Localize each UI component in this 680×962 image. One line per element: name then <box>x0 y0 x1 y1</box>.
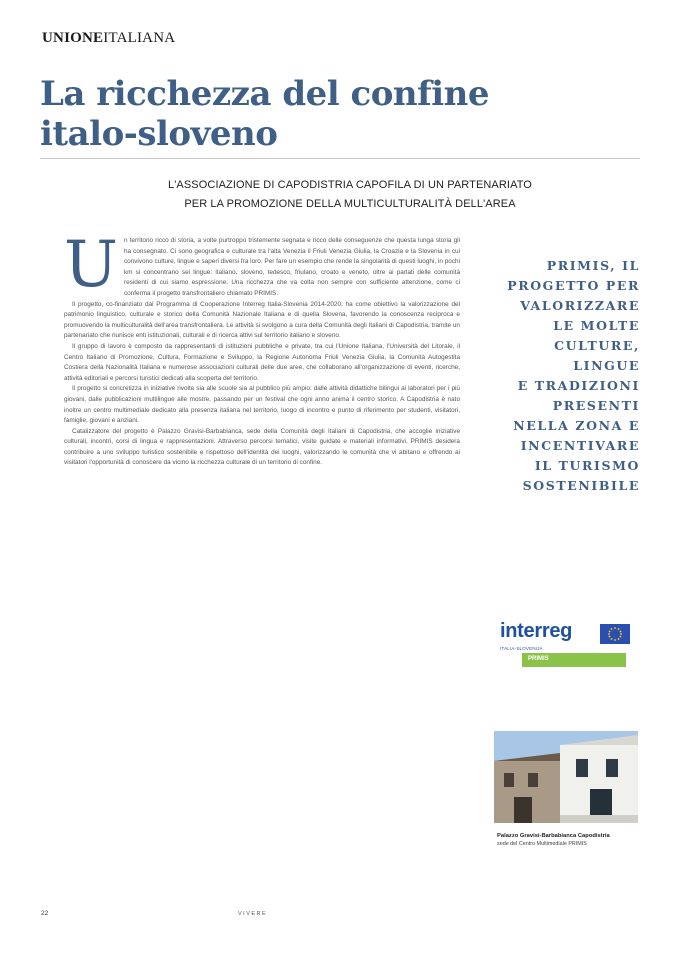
drop-cap: U <box>64 228 118 302</box>
pull-quote-line: NELLA ZONA E <box>513 418 640 433</box>
pull-quote <box>488 256 640 496</box>
section-label-regular: ITALIANA <box>103 30 176 46</box>
project-badge <box>522 653 626 667</box>
pull-quote-line: INCENTIVARE <box>520 438 640 453</box>
pull-quote-line: SOSTENIBILE <box>522 478 640 493</box>
caption-title: Palazzo Gravisi-Barbabianca Capodistria <box>497 833 610 839</box>
title-divider <box>40 158 640 159</box>
photo-caption <box>497 832 637 848</box>
subtitle-line-2: PER LA PROMOZIONE DELLA MULTICULTURALITÀ DELL'AREA <box>184 198 516 210</box>
article-subtitle <box>150 176 550 214</box>
palazzo-photo-image <box>494 731 638 823</box>
logo-subtitle: ITALIA-SLOVENIJA <box>500 646 543 651</box>
paragraph-text: n territorio ricco di storia, a volte purtroppo tristemente segnata e ricco delle conseguenze che questa lunga storia gli ha consegnato. Ci sono geografica e culturale tra l'alta Venezia il Friuli Venezia Giulia, la Croazia e la Slovenia in cui convivono culture, lingue e saperi diversi fra loro. Per fare un esempio che rende la singolarità di questi luoghi, in pochi km si concentrano sei lingue: italiano, sloveno, tedesco, friulano, croato e veneto, oltre ai parlati delle comunità residenti di cui siamo espressione. Una ricchezza che va colta non sempre con sufficiente attenzione, come ci conferma il progetto transfrontaliero chiamato PRIMIS. <box>123 237 460 297</box>
pull-quote-line: CULTURE, LINGUE <box>554 338 640 373</box>
subtitle-line-1: L'ASSOCIAZIONE DI CAPODISTRIA CAPOFILA DI UN PARTENARIATO <box>168 179 532 191</box>
project-badge-label: PRIMIS <box>528 656 549 662</box>
paragraph: Il gruppo di lavoro è composto da rappresentanti di istituzioni pubbliche e private, tra cui l'Unione Italiana, l'Università del Litorale, il Centro Italiano di Promozione, Cultura, Formazione e Sviluppo, la Regione Autonoma Friuli Venezia Giulia, la Comunità Autogestita Costiera della Nazionalità Italiana e numerose associazioni culturali delle due aree, che collaborano all'organizzazione di eventi, ricerche, attività editoriali e percorsi turistici dedicati alla scoperta del territorio. <box>64 342 460 382</box>
title-line-2: italo-sloveno <box>40 114 278 154</box>
title-line-1: La ricchezza del confine <box>40 74 489 114</box>
pull-quote-line: E TRADIZIONI <box>517 378 640 393</box>
logo-name: interreg <box>500 620 573 642</box>
pull-quote-line: PRIMIS, IL <box>546 258 640 273</box>
paragraph: Il progetto si concretizza in iniziative rivolte sia alle scuole sia al pubblico più ampio: dalle attività didattiche bilingui ai laboratori per i più giovani, dalle pubblicazioni multilingue alle mostre, passando per un festival che ogni anno anima il centro storico. A Capodistria è nato inoltre un centro multimediale dedicato alla presenza italiana nel territorio, luogo di incontro e punto di riferimento per studenti, visitatori, famiglie, giovani e anziani. <box>64 385 460 425</box>
pull-quote-line: IL TURISMO <box>534 458 640 473</box>
building-photo <box>494 731 638 823</box>
paragraph: Il progetto, co-finanziato dal Programma di Cooperazione Interreg Italia-Slovenia 2014-2020, ha come obiettivo la valorizzazione del patrimonio linguistico, culturale e storico della Comunità Nazionale Italiana e di quella Slovena, favorendo la conoscenza reciproca e promuovendo la multiculturalità dell'area transfrontaliera. Le attività si svolgono a cura della Comunità degli Italiani di Capodistria, tramite un partenariato che riunisce enti istituzionali, culturali e di ricerca attivi sul territorio italiano e sloveno. <box>64 300 460 340</box>
pull-quote-line: LE MOLTE <box>553 318 640 333</box>
pull-quote-line: PRESENTI <box>552 398 640 413</box>
article-title <box>40 74 600 154</box>
pull-quote-line: PROGETTO PER <box>507 278 640 293</box>
eu-stars-icon <box>600 624 630 644</box>
page-number: 22 <box>41 910 49 917</box>
section-label <box>42 30 175 47</box>
eu-flag-icon <box>600 624 630 644</box>
pull-quote-line: VALORIZZARE <box>520 298 640 313</box>
paragraph: Catalizzatore del progetto è Palazzo Gravisi-Barbabianca, sede della Comunità degli Italiani di Capodistria, che accoglie iniziative culturali, incontri, corsi di lingua e rappresentazioni. Attraverso percorsi tematici, visite guidate e materiali informativi, PRIMIS desidera contribuire a uno sviluppo turistico sostenibile e rispettoso dell'identità dei luoghi, valorizzando le comunità che vi abitano e offrendo ai visitatori l'opportunità di conoscere da vicino la ricchezza culturale di un territorio di confine. <box>64 427 460 467</box>
paragraph <box>64 228 460 302</box>
magazine-name: VIVERE <box>238 911 268 917</box>
section-label-bold: UNIONE <box>42 30 104 46</box>
article-body <box>64 228 460 469</box>
caption-text: sede del Centro Multimediale PRIMIS <box>497 841 587 847</box>
interreg-logo <box>498 620 630 670</box>
